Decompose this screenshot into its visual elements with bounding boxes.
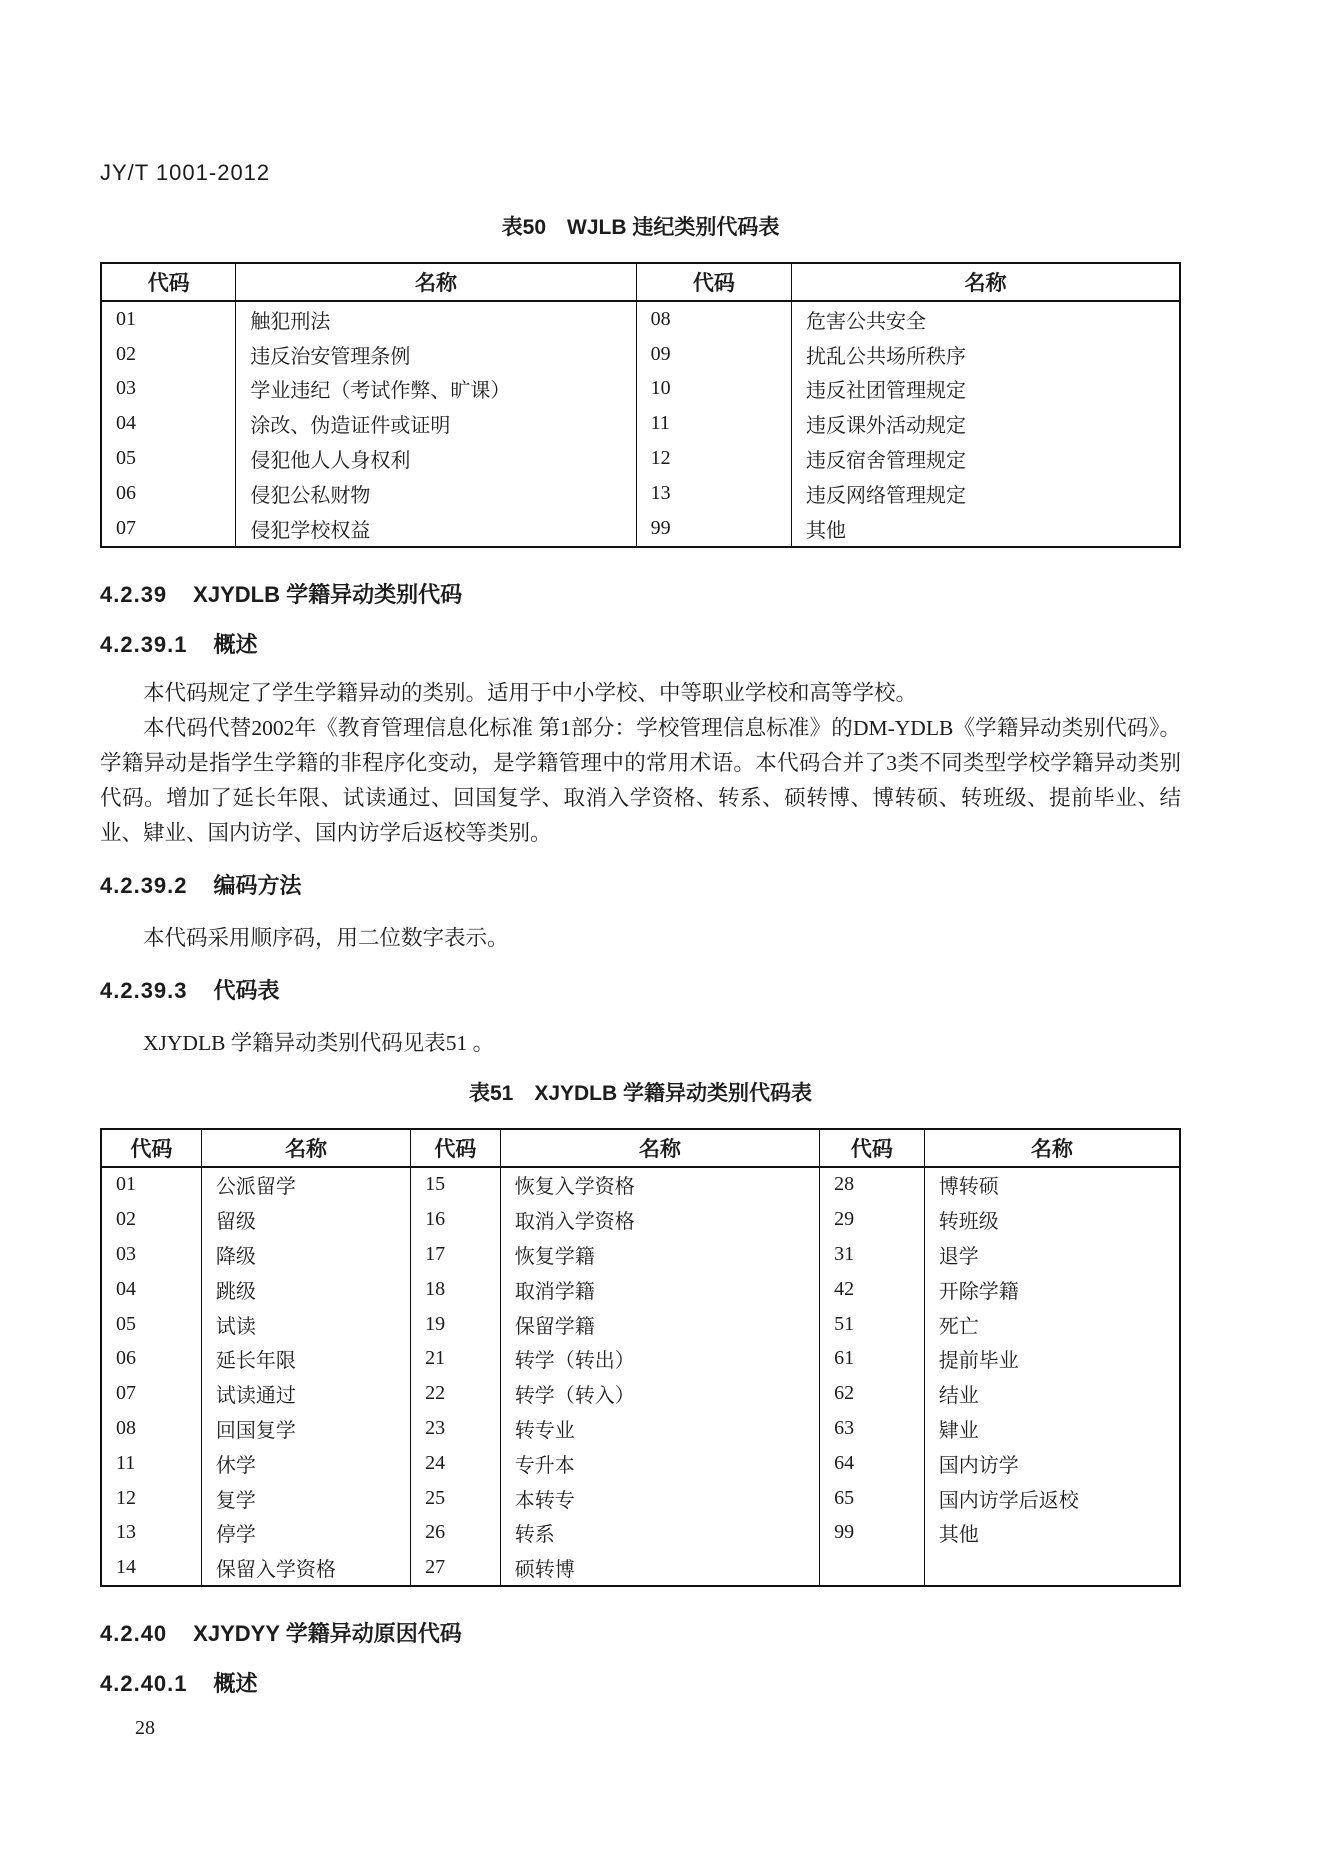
section-number: 4.2.39.3 bbox=[100, 977, 188, 1003]
code-cell: 21 bbox=[411, 1342, 501, 1377]
name-cell: 转学（转出） bbox=[500, 1342, 819, 1377]
column-header: 名称 bbox=[236, 263, 636, 301]
name-cell: 违反宿舍管理规定 bbox=[792, 441, 1180, 476]
name-cell: 肄业 bbox=[924, 1411, 1180, 1446]
name-cell: 恢复学籍 bbox=[500, 1237, 819, 1272]
table51 bbox=[100, 1128, 1181, 1588]
name-cell: 违反治安管理条例 bbox=[236, 337, 636, 372]
overview-text-block bbox=[100, 676, 1181, 851]
name-cell: 硕转博 bbox=[500, 1550, 819, 1586]
name-cell: 回国复学 bbox=[201, 1411, 410, 1446]
section-heading-4-2-39-3 bbox=[100, 976, 1181, 1006]
section-heading-4-2-40 bbox=[100, 1619, 1181, 1649]
code-cell: 26 bbox=[411, 1516, 501, 1551]
section-title: XJYDLB 学籍异动类别代码 bbox=[193, 581, 463, 607]
table50 bbox=[100, 262, 1181, 548]
code-cell: 02 bbox=[101, 337, 236, 372]
name-cell: 死亡 bbox=[924, 1307, 1180, 1342]
code-cell: 06 bbox=[101, 476, 236, 511]
section-title: 编码方法 bbox=[213, 872, 302, 898]
name-cell: 取消入学资格 bbox=[500, 1202, 819, 1237]
name-cell: 转学（转入） bbox=[500, 1376, 819, 1411]
table-row bbox=[101, 301, 1180, 337]
name-cell: 侵犯学校权益 bbox=[236, 511, 636, 547]
table50-header-row bbox=[101, 263, 1180, 301]
code-cell: 23 bbox=[411, 1411, 501, 1446]
column-header: 代码 bbox=[101, 1129, 201, 1167]
section-heading-4-2-39-1 bbox=[100, 630, 1181, 660]
table50-title: 表50 WJLB 违纪类别代码表 bbox=[501, 216, 780, 239]
code-cell: 04 bbox=[101, 406, 236, 441]
name-cell: 博转硕 bbox=[924, 1167, 1180, 1203]
name-cell: 恢复入学资格 bbox=[500, 1167, 819, 1203]
section-number: 4.2.39.2 bbox=[100, 872, 188, 898]
name-cell: 试读 bbox=[201, 1307, 410, 1342]
table51-title: 表51 XJYDLB 学籍异动类别代码表 bbox=[468, 1081, 813, 1105]
code-cell: 27 bbox=[411, 1550, 501, 1586]
table-row bbox=[101, 1376, 1180, 1411]
name-cell: 降级 bbox=[201, 1237, 410, 1272]
name-cell bbox=[924, 1550, 1180, 1586]
table-row bbox=[101, 1481, 1180, 1516]
table51-body bbox=[101, 1167, 1180, 1587]
name-cell: 保留入学资格 bbox=[201, 1550, 410, 1586]
name-cell: 开除学籍 bbox=[924, 1272, 1180, 1307]
table-row bbox=[101, 337, 1180, 372]
code-cell: 42 bbox=[820, 1272, 925, 1307]
code-cell: 99 bbox=[820, 1516, 925, 1551]
section-number: 4.2.39 bbox=[100, 581, 168, 607]
paragraph: 本代码规定了学生学籍异动的类别。适用于中小学校、中等职业学校和高等学校。 bbox=[143, 680, 918, 705]
code-cell: 99 bbox=[636, 511, 791, 547]
code-cell: 25 bbox=[411, 1481, 501, 1516]
name-cell: 跳级 bbox=[201, 1272, 410, 1307]
code-cell: 64 bbox=[820, 1446, 925, 1481]
name-cell: 危害公共安全 bbox=[792, 301, 1180, 337]
name-cell: 本转专 bbox=[500, 1481, 819, 1516]
code-cell: 28 bbox=[820, 1167, 925, 1203]
code-cell: 19 bbox=[411, 1307, 501, 1342]
code-cell: 01 bbox=[101, 301, 236, 337]
name-cell: 提前毕业 bbox=[924, 1342, 1180, 1377]
table-row bbox=[101, 1550, 1180, 1586]
code-cell: 15 bbox=[411, 1167, 501, 1203]
code-cell: 02 bbox=[101, 1202, 201, 1237]
code-cell: 13 bbox=[636, 476, 791, 511]
code-cell: 29 bbox=[820, 1202, 925, 1237]
code-cell: 11 bbox=[636, 406, 791, 441]
code-cell: 05 bbox=[101, 441, 236, 476]
name-cell: 留级 bbox=[201, 1202, 410, 1237]
column-header: 代码 bbox=[101, 263, 236, 301]
name-cell: 试读通过 bbox=[201, 1376, 410, 1411]
code-cell: 08 bbox=[101, 1411, 201, 1446]
table-row bbox=[101, 1342, 1180, 1377]
doc-number: JY/T 1001-2012 bbox=[100, 160, 271, 185]
name-cell: 休学 bbox=[201, 1446, 410, 1481]
section-heading-4-2-40-1 bbox=[100, 1669, 1181, 1699]
paragraph: XJYDLB 学籍异动类别代码见表51 。 bbox=[143, 1030, 495, 1055]
name-cell: 国内访学 bbox=[924, 1446, 1180, 1481]
name-cell: 转专业 bbox=[500, 1411, 819, 1446]
column-header: 代码 bbox=[636, 263, 791, 301]
column-header: 名称 bbox=[792, 263, 1180, 301]
code-cell: 01 bbox=[101, 1167, 201, 1203]
code-cell: 07 bbox=[101, 1376, 201, 1411]
name-cell: 转系 bbox=[500, 1516, 819, 1551]
name-cell: 涂改、伪造证件或证明 bbox=[236, 406, 636, 441]
name-cell: 违反课外活动规定 bbox=[792, 406, 1180, 441]
name-cell: 违反社团管理规定 bbox=[792, 372, 1180, 407]
name-cell: 退学 bbox=[924, 1237, 1180, 1272]
column-header: 名称 bbox=[924, 1129, 1180, 1167]
code-cell bbox=[820, 1550, 925, 1586]
table-row bbox=[101, 1307, 1180, 1342]
code-cell: 08 bbox=[636, 301, 791, 337]
code-cell: 05 bbox=[101, 1307, 201, 1342]
name-cell: 公派留学 bbox=[201, 1167, 410, 1203]
name-cell: 延长年限 bbox=[201, 1342, 410, 1377]
section-title: 代码表 bbox=[213, 977, 280, 1003]
table-row bbox=[101, 406, 1180, 441]
section-heading-4-2-39 bbox=[100, 580, 1181, 610]
section-title: XJYDYY 学籍异动原因代码 bbox=[193, 1621, 462, 1647]
code-cell: 14 bbox=[101, 1550, 201, 1586]
column-header: 代码 bbox=[820, 1129, 925, 1167]
name-cell: 侵犯他人人身权利 bbox=[236, 441, 636, 476]
section-number: 4.2.39.1 bbox=[100, 631, 188, 657]
table-row bbox=[101, 1167, 1180, 1203]
code-cell: 61 bbox=[820, 1342, 925, 1377]
section-heading-4-2-39-2 bbox=[100, 871, 1181, 901]
table50-body bbox=[101, 301, 1180, 547]
code-cell: 16 bbox=[411, 1202, 501, 1237]
code-cell: 22 bbox=[411, 1376, 501, 1411]
code-cell: 10 bbox=[636, 372, 791, 407]
name-cell: 取消学籍 bbox=[500, 1272, 819, 1307]
code-cell: 31 bbox=[820, 1237, 925, 1272]
code-cell: 04 bbox=[101, 1272, 201, 1307]
code-cell: 03 bbox=[101, 372, 236, 407]
code-cell: 51 bbox=[820, 1307, 925, 1342]
name-cell: 学业违纪（考试作弊、旷课） bbox=[236, 372, 636, 407]
section-number: 4.2.40.1 bbox=[100, 1671, 188, 1697]
column-header: 代码 bbox=[411, 1129, 501, 1167]
code-cell: 09 bbox=[636, 337, 791, 372]
code-cell: 03 bbox=[101, 1237, 201, 1272]
table-row bbox=[101, 1237, 1180, 1272]
name-cell: 转班级 bbox=[924, 1202, 1180, 1237]
code-cell: 24 bbox=[411, 1446, 501, 1481]
name-cell: 保留学籍 bbox=[500, 1307, 819, 1342]
table-row bbox=[101, 372, 1180, 407]
name-cell: 侵犯公私财物 bbox=[236, 476, 636, 511]
code-cell: 63 bbox=[820, 1411, 925, 1446]
name-cell: 触犯刑法 bbox=[236, 301, 636, 337]
name-cell: 扰乱公共场所秩序 bbox=[792, 337, 1180, 372]
table-row bbox=[101, 1272, 1180, 1307]
paragraph: 本代码代替2002年《教育管理信息化标准 第1部分：学校管理信息标准》的DM-YDLB《学籍异动类别代码》。学籍异动是指学生学籍的非程序化变动，是学籍管理中的常用术语。本代码合并了3类不同类型学校学籍异动类别代码。增加了延长年限、试读通过、回国复学、取消入学资格、转系、硕转博、博转硕、转班级、提前毕业、结业、肄业、国内访学、国内访学后返校等类别。 bbox=[100, 715, 1181, 845]
code-cell: 18 bbox=[411, 1272, 501, 1307]
section-title: 概述 bbox=[213, 631, 258, 657]
column-header: 名称 bbox=[500, 1129, 819, 1167]
column-header: 名称 bbox=[201, 1129, 410, 1167]
code-cell: 62 bbox=[820, 1376, 925, 1411]
table-row bbox=[101, 476, 1180, 511]
table-row bbox=[101, 441, 1180, 476]
code-cell: 12 bbox=[636, 441, 791, 476]
code-cell: 11 bbox=[101, 1446, 201, 1481]
table-row bbox=[101, 511, 1180, 547]
section-title: 概述 bbox=[213, 1671, 258, 1697]
table-row bbox=[101, 1516, 1180, 1551]
name-cell: 结业 bbox=[924, 1376, 1180, 1411]
name-cell: 专升本 bbox=[500, 1446, 819, 1481]
name-cell: 停学 bbox=[201, 1516, 410, 1551]
code-cell: 07 bbox=[101, 511, 236, 547]
table-row bbox=[101, 1411, 1180, 1446]
name-cell: 违反网络管理规定 bbox=[792, 476, 1180, 511]
code-cell: 65 bbox=[820, 1481, 925, 1516]
paragraph: 本代码采用顺序码，用二位数字表示。 bbox=[143, 925, 509, 950]
name-cell: 国内访学后返校 bbox=[924, 1481, 1180, 1516]
code-cell: 12 bbox=[101, 1481, 201, 1516]
table-row bbox=[101, 1202, 1180, 1237]
name-cell: 其他 bbox=[924, 1516, 1180, 1551]
table51-header-row bbox=[101, 1129, 1180, 1167]
code-cell: 13 bbox=[101, 1516, 201, 1551]
table-row bbox=[101, 1446, 1180, 1481]
code-cell: 17 bbox=[411, 1237, 501, 1272]
code-cell: 06 bbox=[101, 1342, 201, 1377]
name-cell: 其他 bbox=[792, 511, 1180, 547]
page-number: 28 bbox=[135, 1717, 155, 1739]
section-number: 4.2.40 bbox=[100, 1621, 168, 1647]
name-cell: 复学 bbox=[201, 1481, 410, 1516]
